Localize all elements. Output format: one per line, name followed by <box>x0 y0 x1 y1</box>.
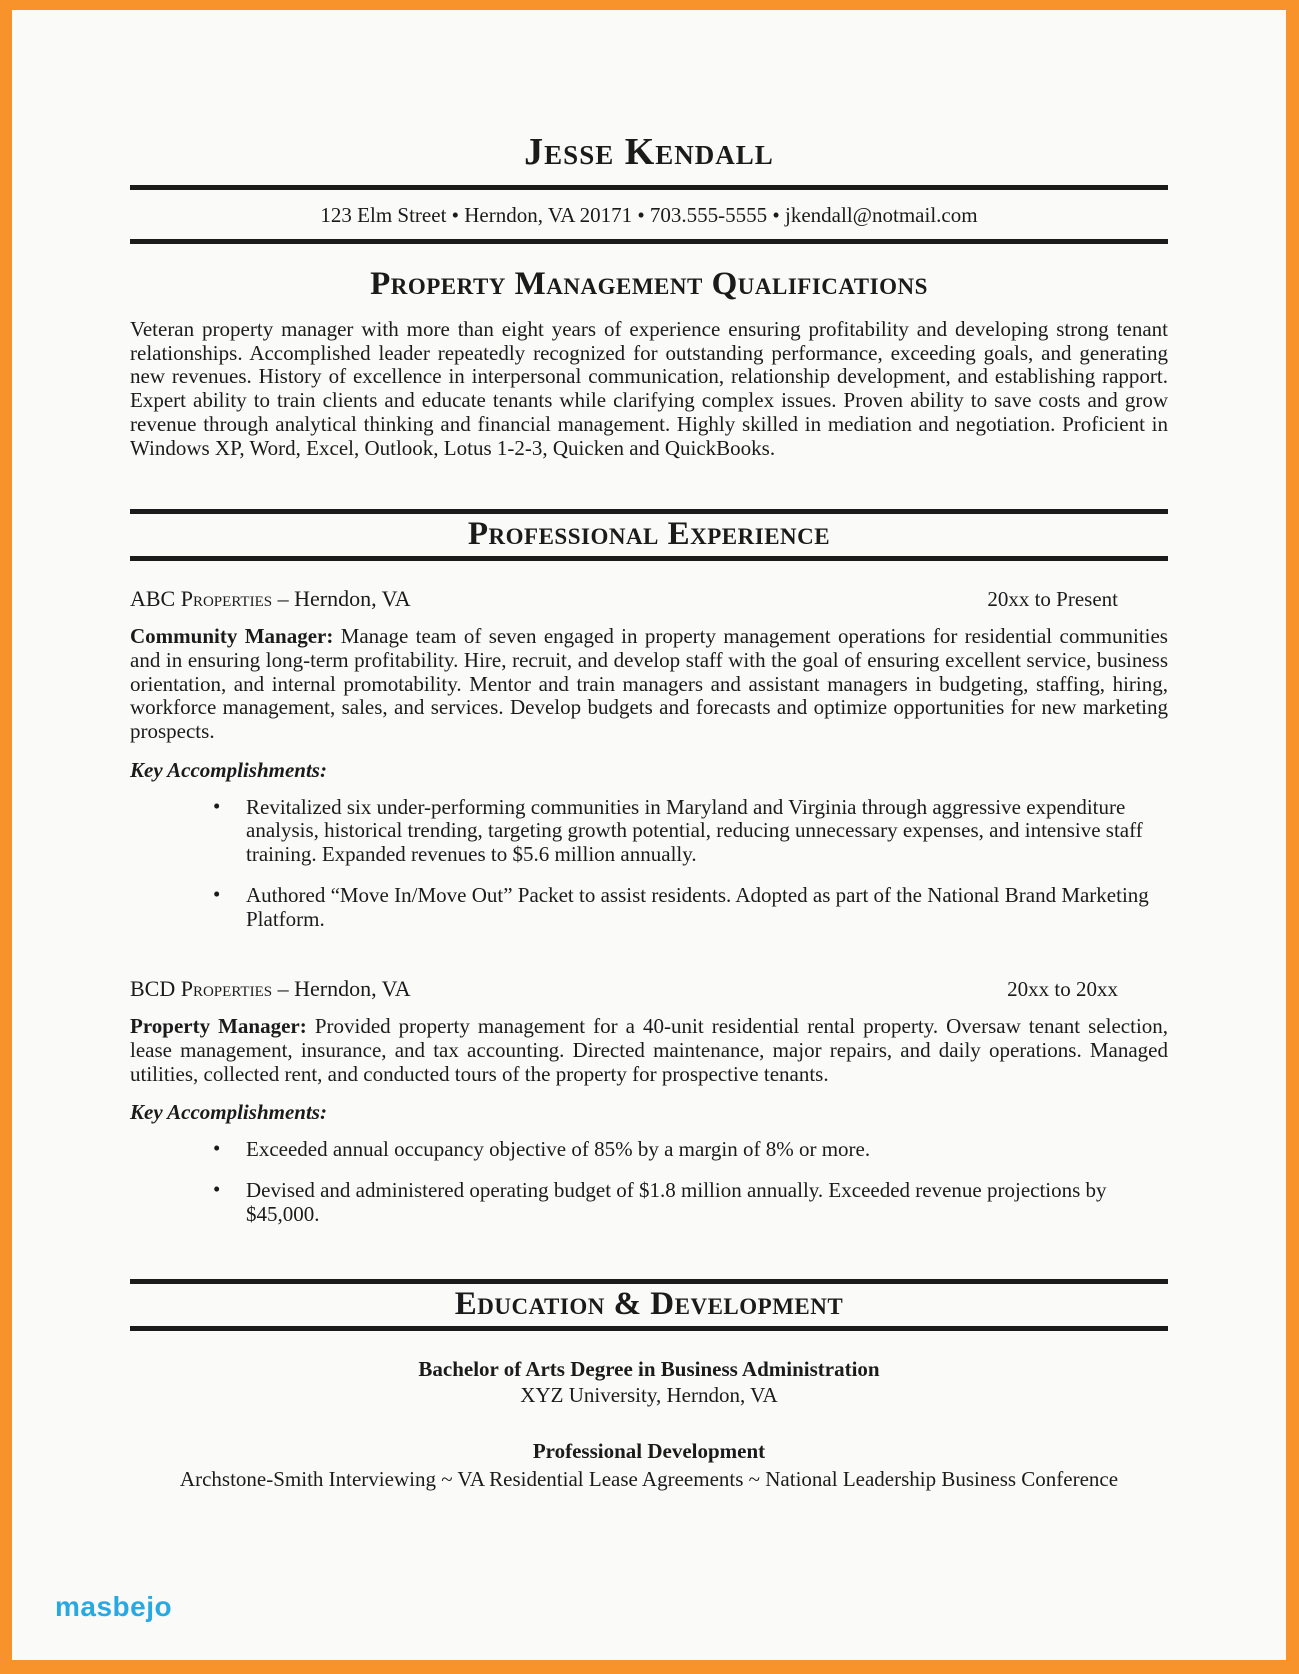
job-role: Community Manager: <box>130 624 334 649</box>
job-description <box>130 625 1168 744</box>
contact-line: 123 Elm Street • Herndon, VA 20171 • 703.555-5555 • jkendall@notmail.com <box>320 203 978 227</box>
section-bar-education <box>130 1279 1168 1331</box>
candidate-name: Jesse Kendall <box>524 131 774 173</box>
resume-content <box>130 128 1168 1492</box>
accomplishment-item: • Authored “Move In/Move Out” Packet to assist residents. Adopted as part of the National Brand Marketing Platform. <box>130 884 1168 931</box>
section-bar-experience <box>130 509 1168 561</box>
education-degree: Bachelor of Arts Degree in Business Administration <box>418 1357 880 1382</box>
professional-development-items: Archstone-Smith Interviewing ~ VA Residential Lease Agreements ~ National Leadership Business Conference <box>179 1467 1119 1492</box>
company-name: BCD Properties <box>130 976 273 1002</box>
job-description <box>130 1015 1168 1086</box>
key-accomplishments-label: Key Accomplishments: <box>130 757 327 782</box>
resume-page <box>12 10 1286 1660</box>
job-description-text: Manage team of seven engaged in property management operations for residential communities and in ensuring long-term profitability. Hire, recruit, and develop staff with the goal of ensuring excellent service, business orientation, and internal promotability. Mentor and train managers and assistant managers in budgeting, staffing, hiring, workforce management, sales, and services. Develop budgets and forecasts and optimize opportunities for new marketing prospects. <box>130 624 1168 744</box>
header-rule-top <box>130 185 1168 190</box>
company-location: – Herndon, VA <box>277 976 411 1002</box>
company-name: ABC Properties <box>130 586 273 612</box>
job-description-text: Provided property management for a 40-unit residential rental property. Oversaw tenant selection, lease management, insurance, and tax accounting. Directed maintenance, major repairs, and daily operations. Managed utilities, collected rent, and conducted tours of the property for prospective tenants. <box>130 1014 1169 1086</box>
accomplishment-item: • Exceeded annual occupancy objective of 85% by a margin of 8% or more. <box>130 1138 1168 1162</box>
job-header <box>130 975 1168 1003</box>
watermark-logo: masbejo <box>55 1591 173 1622</box>
job-dates: 20xx to Present <box>987 587 1118 612</box>
header-rule-bottom <box>130 239 1168 244</box>
accomplishment-item: • Devised and administered operating budget of $1.8 million annually. Exceeded revenue projections by $45,000. <box>130 1179 1168 1226</box>
job-role: Property Manager: <box>130 1014 307 1039</box>
job-dates: 20xx to 20xx <box>1007 977 1118 1002</box>
company-location: – Herndon, VA <box>277 586 411 612</box>
accomplishment-list <box>130 1138 1168 1226</box>
job-header <box>130 585 1168 613</box>
section-title-qualifications: Property Management Qualifications <box>370 266 928 302</box>
qualifications-summary: Veteran property manager with more than eight years of experience ensuring profitability and developing strong tenant relationships. Accomplished leader repeatedly recognized for outstanding performance, exceeding goals, and generating new revenues. History of excellence in interpersonal communication, relationship development, and establishing rapport. Expert ability to train clients and educate tenants while clarifying complex issues. Proven ability to save costs and grow revenue through analytical thinking and financial management. Highly skilled in mediation and negotiation. Proficient in Windows XP, Word, Excel, Outlook, Lotus 1-2-3, Quicken and QuickBooks. <box>130 317 1168 460</box>
section-title-experience: Professional Experience <box>467 516 831 553</box>
section-title-education: Education & Development <box>454 1286 844 1323</box>
education-school: XYZ University, Herndon, VA <box>520 1383 778 1408</box>
professional-development-title: Professional Development <box>532 1439 766 1464</box>
accomplishment-item: • Revitalized six under-performing communities in Maryland and Virginia through aggressive expenditure analysis, historical trending, targeting growth potential, reducing unnecessary expenses, and intensive staff training. Expanded revenues to $5.6 million annually. <box>130 796 1168 867</box>
accomplishment-list <box>130 796 1168 932</box>
key-accomplishments-label: Key Accomplishments: <box>130 1100 327 1125</box>
